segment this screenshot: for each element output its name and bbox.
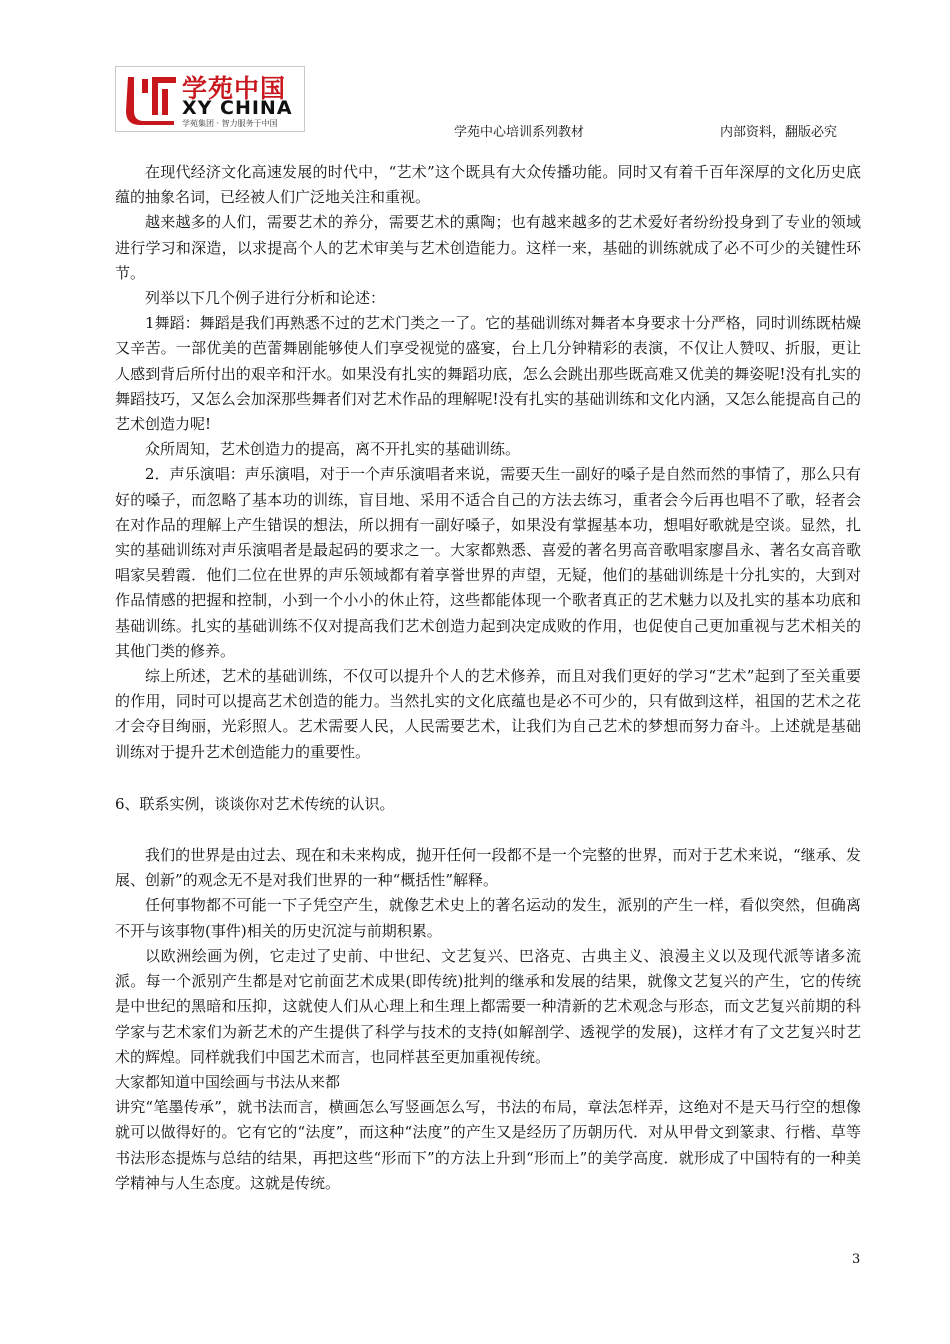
paragraph-fragment: 大家都知道中国绘画与书法从来都 (115, 1072, 341, 1091)
logo-english: XY CHINA (182, 97, 293, 119)
paragraph: 在现代经济文化高速发展的时代中，“艺术”这个既具有大众传播功能。同时又有着千百年深厚的文化历史底蕴的抽象名词，已经被人们广泛地关注和重视。 (115, 163, 861, 207)
logo-chinese: 学苑中国 (182, 74, 287, 103)
paragraph: 众所周知，艺术创造力的提高，离不开扎实的基础训练。 (145, 440, 521, 459)
logo (115, 66, 305, 132)
document-body (115, 160, 861, 1196)
logo-tagline: 学苑集团 · 智力服务于中国 (182, 119, 278, 128)
paragraph: 越来越多的人们，需要艺术的养分，需要艺术的熏陶；也有越来越多的艺术爱好者纷纷投身到了专业的领域进行学习和深造，以求提高个人的艺术审美与艺术创造能力。这样一来，基础的训练就成了必不可少的关键性环节。 (115, 213, 861, 282)
paragraph: 以欧洲绘画为例，它走过了史前、中世纪、文艺复兴、巴洛克、古典主义、浪漫主义以及现代派等诸多流派。每一个派别产生都是对它前面艺术成果(即传统)批判的继承和发展的结果，就像文艺复兴的产生，它的传统是中世纪的黑暗和压抑，这就使人们从心理上和生理上都需要一种清新的艺术观念与形态，而文艺复兴前期的科学家与艺术家们为新艺术的产生提供了科学与技术的支持(如解剖学、透视学的发展)，这样才有了文艺复兴时艺术的辉煌。同样就我们中国艺术而言，也同样甚至更加重视传统。 (115, 946, 861, 1066)
logo-mark-icon (122, 71, 180, 127)
paragraph: 我们的世界是由过去、现在和未来构成，抛开任何一段都不是一个完整的世界，而对于艺术来说，“继承、发展、创新”的观念无不是对我们世界的一种“概括性”解释。 (115, 846, 861, 890)
header-series-title: 学苑中心培训系列教材 (454, 125, 585, 140)
paragraph-vocal: 2．声乐演唱：声乐演唱，对于一个声乐演唱者来说，需要天生一副好的嗓子是自然而然的事情了，那么只有好的嗓子，而忽略了基本功的训练，盲目地、采用不适合自己的方法去练习，重者会今后再也唱不了歌，轻者会在对作品的理解上产生错误的想法，所以拥有一副好嗓子，如果没有掌握基本功，想唱好歌就是空谈。显然，扎实的基础训练对声乐演唱者是最起码的要求之一。大家都熟悉、喜爱的著名男高音歌唱家廖昌永、著名女高音歌唱家吴碧霞．他们二位在世界的声乐领域都有着享誉世界的声望，无疑，他们的基础训练是十分扎实的，大到对作品情感的把握和控制，小到一个小小的休止符，这些都能体现一个歌者真正的艺术魅力以及扎实的基本功底和基础训练。扎实的基础训练不仅对提高我们艺术创造力起到决定成败的作用，也促使自己更加重视与艺术相关的其他门类的修养。 (115, 465, 861, 660)
page-number: 3 (852, 1252, 861, 1267)
question-heading: 6、联系实例，谈谈你对艺术传统的认识。 (115, 794, 395, 813)
header-notice: 内部资料，翻版必究 (720, 125, 838, 140)
paragraph-dance: 1舞蹈：舞蹈是我们再熟悉不过的艺术门类之一了。它的基础训练对舞者本身要求十分严格，同时训练既枯燥又辛苦。一部优美的芭蕾舞剧能够使人们享受视觉的盛宴，台上几分钟精彩的表演，不仅让人赞叹、折服，更让人感到背后所付出的艰辛和汗水。如果没有扎实的舞蹈功底，怎么会跳出那些既高难又优美的舞姿呢!没有扎实的舞蹈技巧，又怎么会加深那些舞者们对艺术作品的理解呢!没有扎实的基础训练和文化内涵，又怎么能提高自己的艺术创造力呢! (115, 314, 861, 434)
paragraph-summary: 综上所述，艺术的基础训练，不仅可以提升个人的艺术修养，而且对我们更好的学习“艺术”起到了至关重要的作用，同时可以提高艺术创造的能力。当然扎实的文化底蕴也是必不可少的，只有做到这样，祖国的艺术之花才会夺目绚丽，光彩照人。艺术需要人民，人民需要艺术，让我们为自己艺术的梦想而努力奋斗。上述就是基础训练对于提升艺术创造能力的重要性。 (115, 667, 861, 761)
paragraph: 讲究“笔墨传承”，就书法而言，横画怎么写竖画怎么写，书法的布局，章法怎样弄，这绝对不是天马行空的想像就可以做得好的。它有它的“法度”，而这种“法度”的产生又是经历了历朝历代．对从甲骨文到篆隶、行楷、草等书法形态提炼与总结的结果，再把这些“形而下”的方法上升到“形而上”的美学高度．就形成了中国特有的一种美学精神与人生态度。这就是传统。 (115, 1098, 861, 1192)
paragraph: 列举以下几个例子进行分析和论述： (145, 289, 386, 308)
paragraph: 任何事物都不可能一下子凭空产生，就像艺术史上的著名运动的发生，派别的产生一样，看似突然，但确离不开与该事物(事件)相关的历史沉淀与前期积累。 (115, 896, 861, 940)
